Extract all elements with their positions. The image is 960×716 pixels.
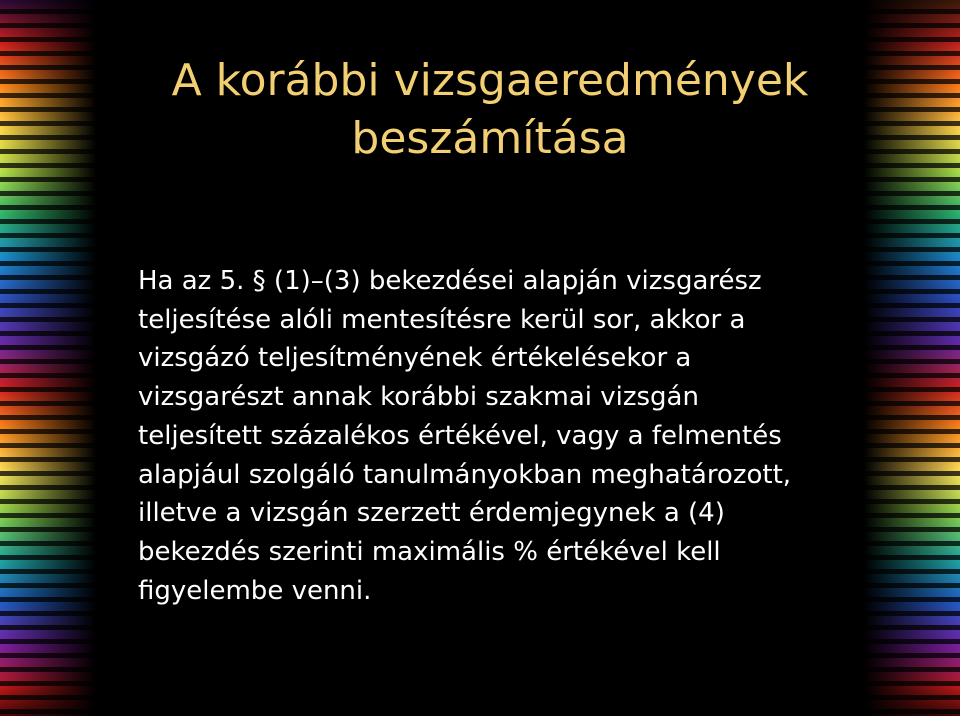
slide-body-text [138,262,838,610]
left-decorative-stripes [0,0,96,716]
body-line: vizsgarészt annak korábbi szakmai vizsgán [138,382,699,413]
right-decorative-stripes [864,0,960,716]
body-line: bekezdés szerinti maximális % értékével kell [138,536,721,567]
body-line: teljesítése alóli mentesítésre kerül sor, akkor a [138,304,746,335]
slide-title-line: beszámítása [351,113,629,164]
body-line: vizsgázó teljesítményének értékelésekor a [138,343,692,374]
body-line: Ha az 5. § (1)–(3) bekezdései alapján vizsgarész [138,266,762,296]
slide-title-line: A korábbi vizsgaeredmények [171,55,809,106]
body-line: alapjául szolgáló tanulmányokban meghatározott, [138,459,792,490]
slide-title [140,52,840,168]
body-line: teljesített százalékos értékével, vagy a felmentés [138,420,782,451]
body-line: illetve a vizsgán szerzett érdemjegynek a (4) [138,498,725,529]
body-line: figyelembe venni. [138,575,372,606]
